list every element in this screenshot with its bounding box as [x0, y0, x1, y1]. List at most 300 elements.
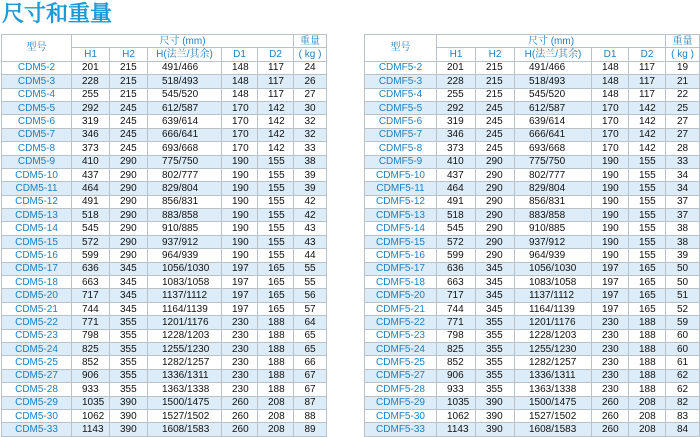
- h1-cell: 771: [437, 316, 476, 329]
- model-cell: CDM5-4: [2, 88, 72, 101]
- h2-cell: 355: [110, 383, 148, 396]
- weight-cell: 88: [294, 409, 327, 422]
- model-cell: CDM5-28: [2, 383, 72, 396]
- table-row: [365, 262, 700, 275]
- h-cell: 1201/1176: [515, 316, 592, 329]
- model-header: 型号: [2, 35, 72, 62]
- table-row: [2, 209, 327, 222]
- table-row: [365, 396, 700, 409]
- h1-cell: 518: [72, 209, 110, 222]
- h1-cell: 798: [437, 329, 476, 342]
- d1-cell: 170: [592, 142, 629, 155]
- h2-header: H2: [476, 48, 515, 61]
- h-cell: 910/885: [515, 222, 592, 235]
- size-group-header: 尺寸 (mm): [72, 35, 294, 48]
- table-row: [365, 356, 700, 369]
- h2-cell: 245: [476, 115, 515, 128]
- model-cell: CDM5-17: [2, 262, 72, 275]
- d1-cell: 260: [222, 409, 258, 422]
- h1-cell: 906: [437, 369, 476, 382]
- d1-cell: 197: [222, 276, 258, 289]
- h1-cell: 201: [72, 61, 110, 74]
- h2-cell: 355: [110, 329, 148, 342]
- d1-cell: 230: [222, 356, 258, 369]
- h2-cell: 355: [476, 369, 515, 382]
- weight-cell: 34: [666, 168, 700, 181]
- h2-cell: 355: [476, 383, 515, 396]
- h-cell: 545/520: [515, 88, 592, 101]
- d2-cell: 117: [258, 88, 294, 101]
- h2-cell: 290: [110, 235, 148, 248]
- model-cell: CDM5-13: [2, 209, 72, 222]
- h2-cell: 215: [476, 88, 515, 101]
- d2-cell: 142: [629, 115, 666, 128]
- weight-cell: 39: [294, 168, 327, 181]
- model-cell: CDMF5-21: [365, 302, 437, 315]
- d1-cell: 148: [222, 61, 258, 74]
- table-row: [2, 369, 327, 382]
- h-cell: 1137/1112: [515, 289, 592, 302]
- table-row: [2, 128, 327, 141]
- d1-cell: 260: [592, 409, 629, 422]
- model-cell: CDMF5-27: [365, 369, 437, 382]
- h1-cell: 933: [72, 383, 110, 396]
- h1-cell: 744: [437, 302, 476, 315]
- weight-cell: 32: [294, 115, 327, 128]
- d2-cell: 188: [629, 342, 666, 355]
- d2-cell: 117: [629, 61, 666, 74]
- table-row: [365, 168, 700, 181]
- d1-cell: 190: [592, 155, 629, 168]
- d2-cell: 165: [258, 276, 294, 289]
- h1-cell: 744: [72, 302, 110, 315]
- dimensions-table-cdmf5: [364, 34, 700, 437]
- d1-cell: 260: [222, 396, 258, 409]
- h2-cell: 215: [110, 61, 148, 74]
- model-cell: CDMF5-4: [365, 88, 437, 101]
- h-cell: 1282/1257: [148, 356, 222, 369]
- h1-cell: 437: [72, 168, 110, 181]
- h-cell: 1608/1583: [515, 423, 592, 436]
- table-row: [2, 262, 327, 275]
- h1-cell: 636: [437, 262, 476, 275]
- h-cell: 910/885: [148, 222, 222, 235]
- d2-cell: 155: [629, 235, 666, 248]
- table-row: [365, 249, 700, 262]
- h1-cell: 1143: [437, 423, 476, 436]
- d1-cell: 190: [222, 195, 258, 208]
- d2-cell: 165: [629, 276, 666, 289]
- weight-cell: 32: [294, 128, 327, 141]
- d1-cell: 230: [592, 369, 629, 382]
- model-cell: CDMF5-18: [365, 276, 437, 289]
- h2-cell: 355: [476, 356, 515, 369]
- h2-cell: 245: [476, 142, 515, 155]
- weight-cell: 87: [294, 396, 327, 409]
- h-cell: 612/587: [515, 101, 592, 114]
- h1-cell: 825: [72, 342, 110, 355]
- h1-cell: 1035: [72, 396, 110, 409]
- h2-cell: 345: [110, 262, 148, 275]
- h2-cell: 345: [110, 289, 148, 302]
- table-row: [365, 128, 700, 141]
- h2-cell: 290: [476, 182, 515, 195]
- weight-cell: 64: [294, 316, 327, 329]
- h-cell: 1083/1058: [515, 276, 592, 289]
- h-cell: 1336/1311: [148, 369, 222, 382]
- model-cell: CDM5-5: [2, 101, 72, 114]
- d1-cell: 170: [222, 115, 258, 128]
- table-row: [365, 61, 700, 74]
- h-cell: 1056/1030: [515, 262, 592, 275]
- model-cell: CDM5-12: [2, 195, 72, 208]
- d1-header: D1: [592, 48, 629, 61]
- h-cell: 1500/1475: [515, 396, 592, 409]
- d2-cell: 155: [258, 155, 294, 168]
- h-cell: 1164/1139: [148, 302, 222, 315]
- d1-cell: 190: [222, 168, 258, 181]
- model-cell: CDM5-27: [2, 369, 72, 382]
- h1-cell: 255: [72, 88, 110, 101]
- h2-cell: 345: [476, 276, 515, 289]
- h1-cell: 491: [437, 195, 476, 208]
- h1-cell: 373: [437, 142, 476, 155]
- h-cell: 518/493: [515, 75, 592, 88]
- h1-cell: 906: [72, 369, 110, 382]
- weight-cell: 65: [294, 329, 327, 342]
- h-cell: 802/777: [148, 168, 222, 181]
- h1-cell: 599: [72, 249, 110, 262]
- h1-cell: 292: [437, 101, 476, 114]
- h2-cell: 390: [476, 423, 515, 436]
- d2-cell: 188: [258, 356, 294, 369]
- table-row: [2, 302, 327, 315]
- weight-cell: 42: [294, 195, 327, 208]
- h-header: H(法兰/其余): [515, 48, 592, 61]
- h1-cell: 410: [437, 155, 476, 168]
- h-cell: 883/858: [515, 209, 592, 222]
- h-cell: 856/831: [515, 195, 592, 208]
- h-cell: 1282/1257: [515, 356, 592, 369]
- d1-cell: 260: [592, 396, 629, 409]
- weight-cell: 82: [666, 396, 700, 409]
- weight-cell: 84: [666, 423, 700, 436]
- weight-cell: 27: [294, 88, 327, 101]
- d2-cell: 155: [258, 249, 294, 262]
- model-cell: CDMF5-8: [365, 142, 437, 155]
- h1-cell: 852: [437, 356, 476, 369]
- h-cell: 491/466: [515, 61, 592, 74]
- h2-cell: 290: [110, 168, 148, 181]
- h2-cell: 215: [476, 61, 515, 74]
- d2-cell: 188: [629, 356, 666, 369]
- weight-unit-header: ( kg ): [666, 48, 700, 61]
- h1-cell: 319: [437, 115, 476, 128]
- table-row: [2, 409, 327, 422]
- h2-cell: 245: [110, 115, 148, 128]
- table-row: [2, 222, 327, 235]
- h-cell: 802/777: [515, 168, 592, 181]
- d1-cell: 190: [592, 195, 629, 208]
- model-cell: CDM5-11: [2, 182, 72, 195]
- d1-cell: 197: [222, 289, 258, 302]
- h2-cell: 290: [476, 168, 515, 181]
- h-cell: 829/804: [515, 182, 592, 195]
- h1-cell: 771: [72, 316, 110, 329]
- weight-cell: 24: [294, 61, 327, 74]
- weight-cell: 67: [294, 369, 327, 382]
- h1-cell: 228: [72, 75, 110, 88]
- h-cell: 964/939: [515, 249, 592, 262]
- h-cell: 1336/1311: [515, 369, 592, 382]
- h2-cell: 245: [110, 142, 148, 155]
- d2-cell: 117: [629, 75, 666, 88]
- model-cell: CDM5-30: [2, 409, 72, 422]
- model-cell: CDM5-14: [2, 222, 72, 235]
- h-cell: 829/804: [148, 182, 222, 195]
- d2-cell: 188: [629, 383, 666, 396]
- model-cell: CDMF5-3: [365, 75, 437, 88]
- h-cell: 856/831: [148, 195, 222, 208]
- d2-cell: 155: [258, 235, 294, 248]
- h1-header: H1: [72, 48, 110, 61]
- d2-cell: 142: [629, 142, 666, 155]
- d1-cell: 170: [592, 115, 629, 128]
- d2-cell: 208: [629, 409, 666, 422]
- weight-cell: 52: [666, 302, 700, 315]
- d1-cell: 230: [592, 356, 629, 369]
- table-row: [2, 88, 327, 101]
- h-cell: 666/641: [515, 128, 592, 141]
- d2-cell: 208: [629, 396, 666, 409]
- h-cell: 1500/1475: [148, 396, 222, 409]
- d1-cell: 260: [222, 423, 258, 436]
- table-row: [2, 75, 327, 88]
- model-cell: CDM5-8: [2, 142, 72, 155]
- d1-cell: 230: [592, 342, 629, 355]
- d2-cell: 142: [258, 142, 294, 155]
- table-body: [2, 61, 327, 436]
- d1-cell: 260: [592, 423, 629, 436]
- h2-cell: 355: [110, 342, 148, 355]
- weight-cell: 27: [666, 128, 700, 141]
- dimensions-table-cdm5: [1, 34, 327, 437]
- d1-cell: 230: [222, 383, 258, 396]
- table-row: [365, 302, 700, 315]
- h2-cell: 355: [110, 369, 148, 382]
- h2-cell: 345: [110, 276, 148, 289]
- weight-cell: 39: [294, 182, 327, 195]
- table-row: [2, 423, 327, 436]
- h1-cell: 599: [437, 249, 476, 262]
- d2-cell: 155: [258, 168, 294, 181]
- table-row: [2, 101, 327, 114]
- h1-cell: 373: [72, 142, 110, 155]
- model-cell: CDMF5-10: [365, 168, 437, 181]
- d1-cell: 170: [222, 128, 258, 141]
- table-row: [2, 61, 327, 74]
- h1-cell: 717: [437, 289, 476, 302]
- model-cell: CDMF5-6: [365, 115, 437, 128]
- model-cell: CDMF5-9: [365, 155, 437, 168]
- h-cell: 1255/1230: [148, 342, 222, 355]
- table-row: [2, 383, 327, 396]
- weight-cell: 27: [666, 115, 700, 128]
- h1-cell: 464: [72, 182, 110, 195]
- h1-cell: 464: [437, 182, 476, 195]
- d2-cell: 165: [629, 302, 666, 315]
- d2-cell: 165: [629, 262, 666, 275]
- table-row: [365, 423, 700, 436]
- table-row: [365, 195, 700, 208]
- model-cell: CDM5-29: [2, 396, 72, 409]
- d1-cell: 190: [592, 209, 629, 222]
- d1-cell: 230: [222, 369, 258, 382]
- h1-cell: 410: [72, 155, 110, 168]
- h2-cell: 355: [476, 329, 515, 342]
- h2-cell: 290: [476, 155, 515, 168]
- table-row: [2, 142, 327, 155]
- h-cell: 1228/1203: [148, 329, 222, 342]
- h1-cell: 825: [437, 342, 476, 355]
- h2-cell: 390: [476, 396, 515, 409]
- d2-cell: 188: [258, 383, 294, 396]
- h1-cell: 663: [437, 276, 476, 289]
- weight-cell: 66: [294, 356, 327, 369]
- h-cell: 937/912: [515, 235, 592, 248]
- h-cell: 666/641: [148, 128, 222, 141]
- model-cell: CDMF5-29: [365, 396, 437, 409]
- table-row: [365, 142, 700, 155]
- d1-cell: 230: [222, 329, 258, 342]
- d1-cell: 190: [592, 235, 629, 248]
- model-cell: CDMF5-5: [365, 101, 437, 114]
- d2-cell: 208: [258, 396, 294, 409]
- d2-cell: 155: [629, 168, 666, 181]
- d1-cell: 190: [592, 222, 629, 235]
- weight-cell: 60: [666, 342, 700, 355]
- h-cell: 1527/1502: [515, 409, 592, 422]
- d2-cell: 188: [629, 369, 666, 382]
- d1-cell: 148: [592, 88, 629, 101]
- table-row: [2, 356, 327, 369]
- model-cell: CDM5-10: [2, 168, 72, 181]
- d2-cell: 188: [258, 342, 294, 355]
- h2-cell: 290: [110, 209, 148, 222]
- h1-cell: 437: [437, 168, 476, 181]
- weight-cell: 38: [294, 155, 327, 168]
- h1-cell: 1035: [437, 396, 476, 409]
- h1-cell: 717: [72, 289, 110, 302]
- h1-cell: 255: [437, 88, 476, 101]
- d2-cell: 142: [629, 128, 666, 141]
- d1-cell: 230: [592, 329, 629, 342]
- d2-cell: 142: [258, 115, 294, 128]
- d1-cell: 197: [592, 289, 629, 302]
- d1-cell: 190: [592, 168, 629, 181]
- h2-cell: 245: [476, 128, 515, 141]
- h2-cell: 290: [110, 195, 148, 208]
- weight-cell: 50: [666, 262, 700, 275]
- d2-header: D2: [258, 48, 294, 61]
- table-row: [365, 235, 700, 248]
- weight-cell: 19: [666, 61, 700, 74]
- model-cell: CDMF5-12: [365, 195, 437, 208]
- model-cell: CDMF5-17: [365, 262, 437, 275]
- h1-cell: 663: [72, 276, 110, 289]
- d1-cell: 230: [222, 316, 258, 329]
- h1-cell: 346: [72, 128, 110, 141]
- d2-cell: 165: [258, 302, 294, 315]
- d2-cell: 208: [258, 423, 294, 436]
- weight-cell: 43: [294, 222, 327, 235]
- h-cell: 1527/1502: [148, 409, 222, 422]
- d2-cell: 155: [629, 182, 666, 195]
- d1-cell: 148: [592, 75, 629, 88]
- d1-cell: 197: [592, 302, 629, 315]
- table-row: [2, 168, 327, 181]
- h1-cell: 545: [437, 222, 476, 235]
- weight-header: 重量: [666, 35, 700, 48]
- d1-cell: 190: [592, 249, 629, 262]
- h2-header: H2: [110, 48, 148, 61]
- weight-cell: 21: [666, 75, 700, 88]
- h2-cell: 215: [110, 75, 148, 88]
- table-row: [365, 409, 700, 422]
- d2-cell: 155: [258, 222, 294, 235]
- d1-cell: 148: [222, 88, 258, 101]
- model-cell: CDM5-20: [2, 289, 72, 302]
- model-cell: CDMF5-28: [365, 383, 437, 396]
- model-cell: CDM5-22: [2, 316, 72, 329]
- d2-cell: 155: [258, 209, 294, 222]
- h2-cell: 345: [476, 262, 515, 275]
- h-cell: 775/750: [515, 155, 592, 168]
- table-row: [365, 383, 700, 396]
- d2-cell: 142: [258, 101, 294, 114]
- h2-cell: 290: [476, 209, 515, 222]
- d1-cell: 148: [592, 61, 629, 74]
- table-row: [2, 235, 327, 248]
- d2-cell: 165: [629, 289, 666, 302]
- weight-cell: 37: [666, 195, 700, 208]
- model-cell: CDM5-3: [2, 75, 72, 88]
- h2-cell: 290: [110, 155, 148, 168]
- model-cell: CDMF5-7: [365, 128, 437, 141]
- table-row: [365, 88, 700, 101]
- table-row: [2, 155, 327, 168]
- h-cell: 775/750: [148, 155, 222, 168]
- model-cell: CDM5-7: [2, 128, 72, 141]
- d1-cell: 230: [592, 383, 629, 396]
- h-cell: 1228/1203: [515, 329, 592, 342]
- table-row: [365, 342, 700, 355]
- h2-cell: 345: [476, 302, 515, 315]
- h1-cell: 572: [72, 235, 110, 248]
- h2-cell: 390: [110, 409, 148, 422]
- weight-cell: 57: [294, 302, 327, 315]
- d1-cell: 190: [222, 222, 258, 235]
- model-cell: CDM5-25: [2, 356, 72, 369]
- table-row: [365, 369, 700, 382]
- h1-cell: 1062: [437, 409, 476, 422]
- h2-cell: 245: [110, 101, 148, 114]
- model-cell: CDM5-6: [2, 115, 72, 128]
- table-row: [365, 182, 700, 195]
- weight-cell: 39: [666, 249, 700, 262]
- h1-cell: 852: [72, 356, 110, 369]
- h2-cell: 290: [110, 222, 148, 235]
